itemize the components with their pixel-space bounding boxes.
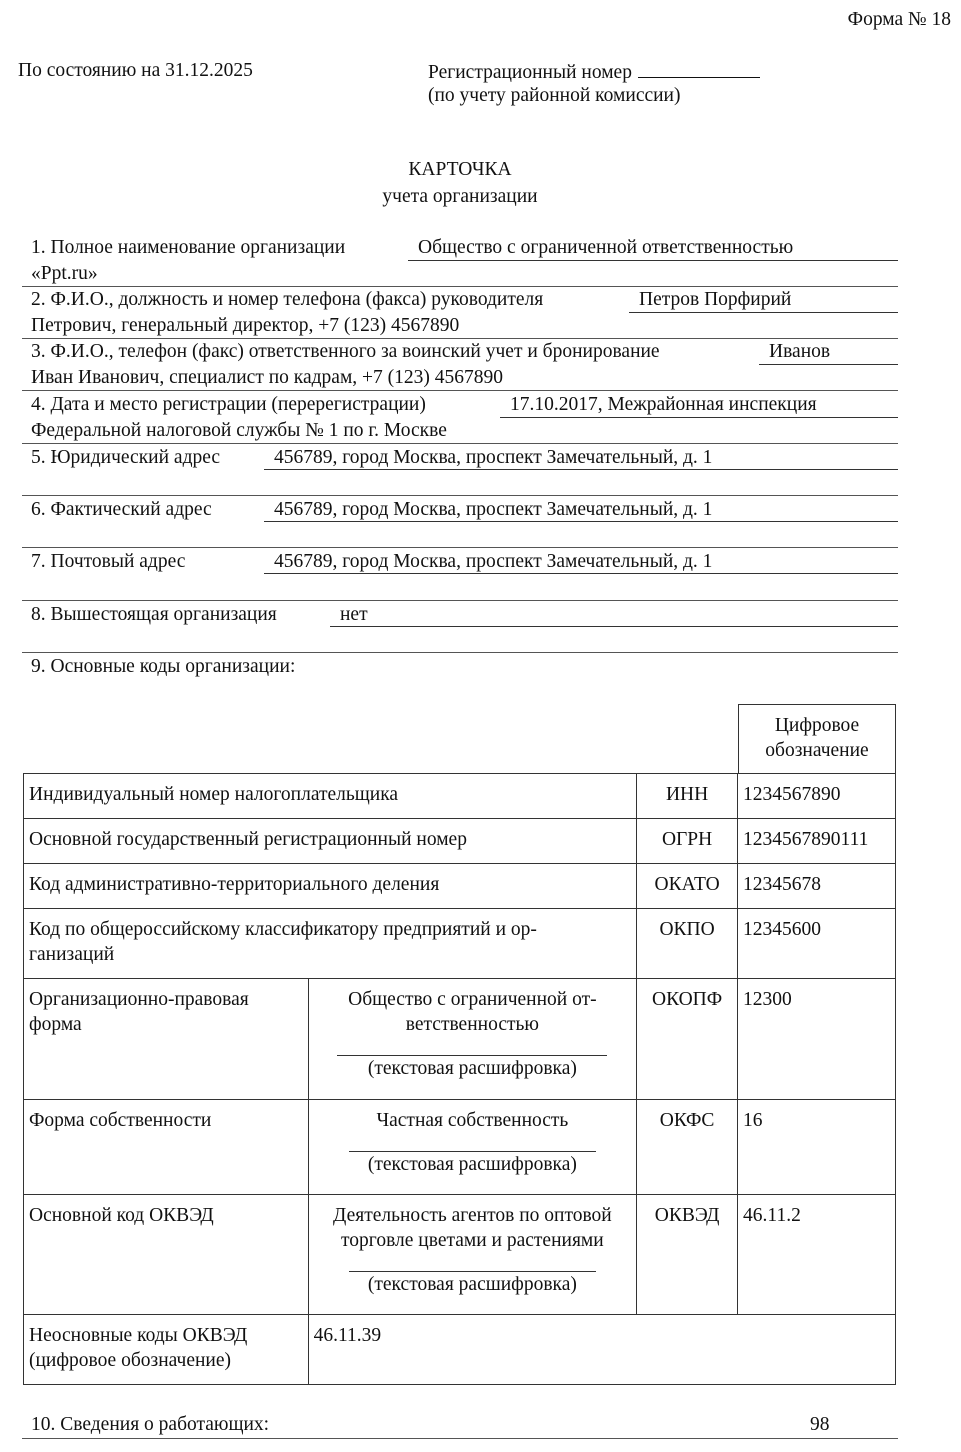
divider — [22, 547, 898, 548]
decoded-caption: (текстовая расшифровка) — [367, 1154, 577, 1175]
decoded-text[interactable]: Частная собственность — [376, 1110, 569, 1131]
registration-number — [428, 59, 760, 85]
table-row — [24, 774, 896, 819]
field-4-value-line2[interactable]: Федеральной налоговой службы № 1 по г. Москве — [31, 420, 447, 441]
field-4-underline — [500, 417, 898, 418]
field-4-value-line1[interactable]: 17.10.2017, Межрайонная инспекция — [510, 394, 817, 415]
divider — [22, 286, 898, 287]
code-value[interactable]: 1234567890 — [738, 774, 896, 819]
field-1-label: 1. Полное наименование организации — [31, 237, 346, 258]
divider — [22, 652, 898, 653]
field-1-underline — [408, 260, 898, 261]
divider — [22, 495, 898, 496]
code-abbr: ОКАТО — [637, 864, 738, 909]
divider — [22, 443, 898, 444]
divider — [22, 338, 898, 339]
code-name: Основной код ОКВЭД — [24, 1195, 309, 1315]
field-5-label: 5. Юридический адрес — [31, 447, 221, 468]
decoded-caption: (текстовая расшифровка) — [367, 1058, 577, 1079]
registration-number-field[interactable] — [638, 59, 760, 78]
field-7-underline — [264, 573, 898, 574]
codes-table — [23, 773, 896, 1385]
field-2-label: 2. Ф.И.О., должность и номер телефона (факса) руководителя — [31, 289, 544, 310]
decoded-cell — [308, 1100, 637, 1195]
divider — [22, 600, 898, 601]
field-5-value-line1[interactable]: 456789, город Москва, проспект Замечательный, д. 1 — [274, 447, 713, 468]
code-value[interactable]: 12300 — [738, 979, 896, 1100]
digital-designation-header: Цифровое обозначение — [738, 704, 896, 774]
field-8-underline — [330, 626, 898, 627]
code-abbr: ОКПО — [637, 909, 738, 979]
field-3-value-line1[interactable]: Иванов — [769, 341, 831, 362]
code-abbr: ОКВЭД — [637, 1195, 738, 1315]
code-name: Форма собственности — [24, 1100, 309, 1195]
field-2-value-line1[interactable]: Петров Порфирий — [639, 289, 792, 310]
decoded-cell — [308, 979, 637, 1100]
divider — [22, 390, 898, 391]
employees-label: 10. Сведения о работающих: — [31, 1414, 270, 1435]
divider — [22, 1438, 898, 1439]
table-row — [24, 1100, 896, 1195]
field-5-underline — [264, 469, 898, 470]
code-name: Неосновные коды ОКВЭД (цифровое обозначение) — [24, 1315, 309, 1385]
code-value[interactable]: 12345600 — [738, 909, 896, 979]
field-7-value-line1[interactable]: 456789, город Москва, проспект Замечательный, д. 1 — [274, 551, 713, 572]
field-6-label: 6. Фактический адрес — [31, 499, 212, 520]
field-7-label: 7. Почтовый адрес — [31, 551, 186, 572]
code-value[interactable]: 1234567890111 — [738, 819, 896, 864]
employees-value[interactable]: 98 — [810, 1414, 830, 1435]
field-2-value-line2[interactable]: Петрович, генеральный директор, +7 (123) 4567890 — [31, 315, 460, 336]
field-2-underline — [629, 312, 898, 313]
table-row — [24, 819, 896, 864]
code-value[interactable]: 12345678 — [738, 864, 896, 909]
form-number: Форма № 18 — [847, 9, 951, 30]
code-value[interactable]: 46.11.39 — [308, 1315, 895, 1385]
code-name: Код по общероссийскому классификатору предприятий и ор-ганизаций — [24, 909, 637, 979]
table-row — [24, 1195, 896, 1315]
decoded-text[interactable]: Общество с ограниченной от-ветственностью — [348, 989, 597, 1035]
code-value[interactable]: 16 — [738, 1100, 896, 1195]
document-subtitle: учета организации — [382, 186, 538, 207]
table-row — [24, 979, 896, 1100]
code-abbr: ИНН — [637, 774, 738, 819]
field-3-label: 3. Ф.И.О., телефон (факс) ответственного за воинский учет и бронирование — [31, 341, 660, 362]
registration-number-note: (по учету районной комиссии) — [428, 85, 681, 106]
table-row — [24, 1315, 896, 1385]
field-1-value-line1[interactable]: Общество с ограниченной ответственностью — [418, 237, 794, 258]
code-abbr: ОГРН — [637, 819, 738, 864]
field-6-underline — [264, 521, 898, 522]
decoded-cell — [308, 1195, 637, 1315]
field-3-underline — [759, 364, 898, 365]
code-abbr: ОКОПФ — [637, 979, 738, 1100]
field-3-value-line2[interactable]: Иван Иванович, специалист по кадрам, +7 (123) 4567890 — [31, 367, 504, 388]
code-name: Индивидуальный номер налогоплательщика — [24, 774, 637, 819]
code-name: Организационно-правовая форма — [24, 979, 309, 1100]
field-8-label: 8. Вышестоящая организация — [31, 604, 277, 625]
field-1-value-line2[interactable]: «Ppt.ru» — [31, 263, 98, 284]
decoded-caption: (текстовая расшифровка) — [367, 1274, 577, 1295]
table-row — [24, 864, 896, 909]
codes-section-label: 9. Основные коды организации: — [31, 656, 296, 677]
code-name: Основной государственный регистрационный номер — [24, 819, 637, 864]
field-6-value-line1[interactable]: 456789, город Москва, проспект Замечательный, д. 1 — [274, 499, 713, 520]
code-abbr: ОКФС — [637, 1100, 738, 1195]
code-name: Код административно-территориального деления — [24, 864, 637, 909]
as-of-date: По состоянию на 31.12.2025 — [18, 60, 253, 81]
table-row — [24, 909, 896, 979]
field-8-value-line1[interactable]: нет — [340, 604, 368, 625]
document-title: КАРТОЧКА — [408, 159, 512, 180]
decoded-text[interactable]: Деятельность агентов по оптовой торговле цветами и растениями — [333, 1205, 612, 1251]
field-4-label: 4. Дата и место регистрации (перерегистрации) — [31, 394, 426, 415]
registration-number-label: Регистрационный номер — [428, 62, 632, 83]
code-value[interactable]: 46.11.2 — [738, 1195, 896, 1315]
